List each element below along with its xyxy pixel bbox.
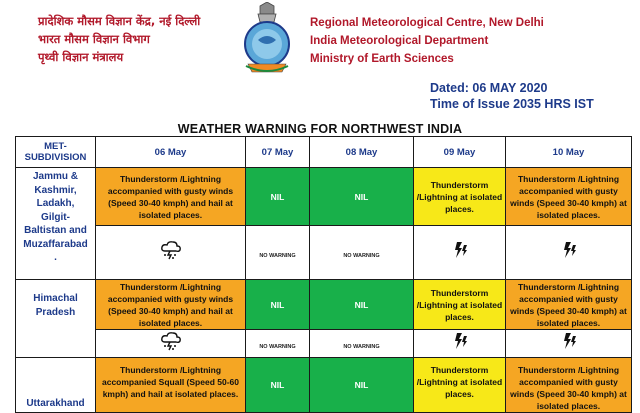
subdivision-header-line-2: SUBDIVISION (16, 152, 95, 163)
subdivision-line: Pradesh (16, 306, 95, 320)
warning-cell: Thunderstorm /Lightning at isolated places. (414, 358, 506, 413)
warning-cell: NIL (310, 280, 414, 330)
warning-table (15, 136, 640, 413)
table-row (16, 226, 640, 280)
storm-hail-icon (160, 240, 182, 260)
subdivision-line: Jammu & (16, 170, 95, 184)
hindi-line-3: पृथ्वी विज्ञान मंत्रालय (38, 48, 200, 66)
no-warning-text: NO WARNING (343, 344, 379, 350)
blank-cell (632, 226, 640, 280)
subdivision-line: . (16, 251, 95, 265)
warning-cell: Thunderstorm /Lightning accompanied with gusty winds (Speed 30-40 kmph) and hail at isolated places. (96, 280, 246, 330)
english-line-2: India Meteorological Department (310, 32, 544, 50)
issue-info (430, 80, 594, 112)
icon-cell (506, 330, 632, 358)
date-header: 08 May (310, 137, 414, 168)
warning-cell: NIL (310, 358, 414, 413)
date-header: 09 May (414, 137, 506, 168)
table-header-row (16, 137, 640, 168)
lightning-icon (560, 332, 578, 350)
subdivision-line: Ladakh, (16, 197, 95, 211)
subdivision-header (16, 137, 96, 168)
english-line-1: Regional Meteorological Centre, New Delhi (310, 14, 544, 32)
blank-cell (632, 358, 640, 413)
date-header: 06 May (96, 137, 246, 168)
table-row (16, 358, 640, 413)
subdivision-line: Baltistan and (16, 224, 95, 238)
warning-cell: Thunderstorm /Lightning accompanied Squall (Speed 50-60 kmph) and hail at isolated places. (96, 358, 246, 413)
warning-cell: Thunderstorm /Lightning at isolated places. (414, 280, 506, 330)
warning-cell: NIL (246, 280, 310, 330)
dated-text: Dated: 06 MAY 2020 (430, 80, 594, 96)
imd-emblem-icon (236, 2, 298, 76)
date-header: 07 May (246, 137, 310, 168)
subdivision-line: Himachal (16, 292, 95, 306)
subdivision-cell (16, 168, 96, 280)
warning-cell: NIL (246, 168, 310, 226)
icon-cell (96, 226, 246, 280)
warning-cell: NIL (246, 358, 310, 413)
subdivision-header-line-1: MET- (16, 141, 95, 152)
warning-cell: Thunderstorm /Lightning accompanied with gusty winds (Speed 30-40 kmph) at isolated places. (506, 358, 632, 413)
blank-cell (632, 330, 640, 358)
no-warning-cell (310, 226, 414, 280)
warning-cell: NIL (310, 168, 414, 226)
english-line-3: Ministry of Earth Sciences (310, 50, 544, 68)
blank-cell (632, 137, 640, 168)
icon-cell (414, 330, 506, 358)
no-warning-cell (246, 226, 310, 280)
lightning-icon (560, 241, 578, 259)
subdivision-line: Kashmir, (16, 184, 95, 198)
warning-cell: Thunderstorm /Lightning accompanied with gusty winds (Speed 30-40 kmph) at isolated places. (506, 280, 632, 330)
no-warning-text: NO WARNING (343, 253, 379, 259)
hindi-line-1: प्रादेशिक मौसम विज्ञान केंद्र, नई दिल्ली (38, 12, 200, 30)
icon-cell (506, 226, 632, 280)
issue-time-text: Time of Issue 2035 HRS IST (430, 96, 594, 112)
table-row (16, 280, 640, 330)
subdivision-line: Muzaffarabad (16, 238, 95, 252)
blank-cell (632, 168, 640, 226)
hindi-header (38, 12, 200, 66)
no-warning-text: NO WARNING (259, 344, 295, 350)
warning-cell: Thunderstorm /Lightning accompanied with gusty winds (Speed 30-40 kmph) and hail at isolated places. (96, 168, 246, 226)
no-warning-cell (310, 330, 414, 358)
no-warning-text: NO WARNING (259, 253, 295, 259)
subdivision-cell (16, 358, 96, 413)
blank-cell (632, 280, 640, 330)
warning-cell: Thunderstorm /Lightning at isolated places. (414, 168, 506, 226)
warning-cell: Thunderstorm /Lightning accompanied with gusty winds (Speed 30-40 kmph) at isolated places. (506, 168, 632, 226)
subdivision-line: Uttarakhand (16, 397, 95, 411)
icon-cell (96, 330, 246, 358)
storm-hail-icon (160, 331, 182, 351)
table-row (16, 330, 640, 358)
table-row (16, 168, 640, 226)
no-warning-cell (246, 330, 310, 358)
date-header: 10 May (506, 137, 632, 168)
subdivision-line: Gilgit- (16, 211, 95, 225)
hindi-line-2: भारत मौसम विज्ञान विभाग (38, 30, 200, 48)
lightning-icon (451, 332, 469, 350)
subdivision-cell (16, 280, 96, 358)
icon-cell (414, 226, 506, 280)
lightning-icon (451, 241, 469, 259)
english-header (310, 14, 544, 68)
page-title: WEATHER WARNING FOR NORTHWEST INDIA (0, 122, 640, 136)
